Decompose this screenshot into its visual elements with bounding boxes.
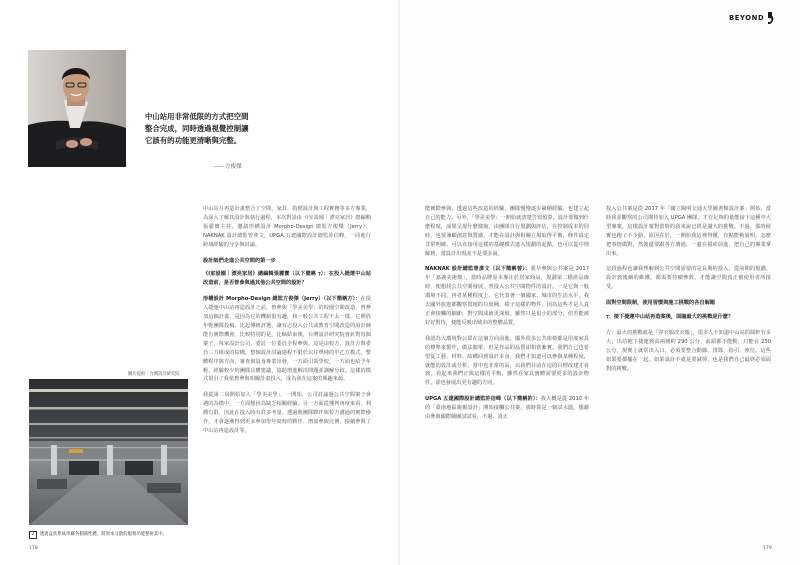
answer-text: 我早參與公共案是 2017 年「嘉義美術館」，當時品牌原本專注於居家商品，規劃第二檔產品線時，便想找公共空間發展，曾投入公共空間物件的設計。一是它與一般環境不同，再者某種程度上，它代表著一個國家、城市的生活水平，我去國外旅遊都觀察當地的垃圾桶、椅子這樣的物件，因為這些才是人真正會接觸的細節，對空間成就更深刻。雖然只是很小的部分，但若能被好好對待，便能反映出城市的整體品質。 xyxy=(425,266,589,326)
pull-quote xyxy=(145,111,271,147)
body-paragraph: 這段過程也讓我理解到公共空間需要的是長期的投入，從前期的規劃、設計到後續的維護，都需要持續參與，才能讓空間真正被使用者所接受。 xyxy=(606,266,771,291)
right-page xyxy=(400,0,800,565)
interview-answer xyxy=(203,295,371,384)
intro-paragraph: 中山站月再造計畫整合了空間、家具、指標設計與工程實務等多方專業，為深入了解其設計與執行過程，本次對話由《i室設圈｜漂亮家居》總編輯張麗寶主持，邀請形構設計 Morpho-Design 總監方俊傑（Jerry）、NAKNAK 設計總監曾彥文、UPGA 五建國際設計總監許信峰，一同進行跨域經驗的分享與討論。 xyxy=(203,206,371,248)
quote-line: 中山站用非常低限的方式把空間 xyxy=(145,112,249,121)
answer-text: 在投入捷運中山站再造設計之前，曾參與「學美美學」的校園空間改造，曾參加這個計畫，是因為它的機制很有趣，和一般公共工程不太一樣，它開放年輕團隊投稿。比起傳統評選，讓有志投入公共或教育空間改造的設計師能有實際機會。比較特別的是，比稿結束後，台灣設計研究院會針對每個案子，每家設計公司，委託一位委員全程參與。這是由校方、設計方與委員三方組成的結構，整個設計討論過程不限於以往單純的甲乙方模式，整體程序與方向，審查與設身專業出發，一方面引領學校，一方面也給予年輕、經驗較少的團隊具體建議，協助增進解決問題並調解分歧。這樣的模式很引了我依舊參與相關計畫投入，成為我在這案的興趣來源。 xyxy=(203,296,371,383)
section-heading: 設計師們走進公共空間的第一步 xyxy=(203,257,276,264)
designer-portrait xyxy=(28,50,126,167)
interview-answer xyxy=(425,395,589,422)
magazine-section-label: BEYOND xyxy=(729,14,765,22)
speaker-label: UPGA 五建國際設計總監許信峰（以下簡稱許）： xyxy=(425,396,541,403)
quote-line: 它該有的功能更清晰與完整。 xyxy=(145,136,242,145)
body-paragraph: 我從第二屆開始加入「學美美學」，一開始，公司討論過公共空間案子會遇的為模中，一方面想因為缺乏相關經驗，另一方面從懂判角度來看，利潤有限，因此在投入時有許多考量。透過與團隊夥伴與校方溝通的實際操作，才會逐漸得到更多參加學年度時的夥伴、增加參與比例，接續參與了中山站再造設計等。 xyxy=(203,392,371,434)
quote-line: 整合完成，同時透過視覺控制讓 xyxy=(145,124,249,133)
speaker-label: 形構設計 Morpho-Design 總監方俊傑（Jerry）（以下簡稱方）： xyxy=(203,296,361,303)
page-number-right: 179 xyxy=(763,546,772,551)
article-column-1 xyxy=(203,205,371,540)
article-column-3 xyxy=(606,205,771,540)
page-number-left: 178 xyxy=(29,546,38,551)
quote-attribution: ——方俊傑 xyxy=(214,164,242,170)
caption-text: 透過盒狀系統串聯各個商性體，將原本分散的服務功能整併其中。 xyxy=(39,532,168,537)
speaker-label: NAKNAK 設計總監曾彥文（以下簡稱曾）： xyxy=(425,266,531,273)
station-photo xyxy=(29,379,188,525)
brand-logo-icon xyxy=(766,11,775,25)
station-interior-image xyxy=(29,379,188,525)
photo-credit: 圖片提供｜台灣設計研究院 xyxy=(128,372,180,377)
photo-caption xyxy=(29,531,189,539)
body-paragraph: 我認為大環境對公眾在這個方向前進，國外很多公共座椅都是用度家具的標準來製作，做法簡單，但是作品的品質卻相當紮實。我們自己也希望從工藝、材料、結構回到設計本身，我們才知道可以參與某種程度，就能的設計或分析，當中也非常的高，以我們目前在這的目標改建才看到，看起來我們正與這樣的平衡，雖然在家具實體需要更多的設計物件，卻也發展出更有趣的方向。 xyxy=(425,335,589,387)
interview-answer: 方：最大的挑戰就是「穿衣服改衣服」，很多人不知道中山站的隊軒有多大，出站地下捷運到高兩層約 290 公分，前頭都不能動，只能在 230 公分，現實上就常出入口，必須要整合動線、排隊、指引、座位。這些如果要都擺在一起。如果設計不就是要減掉，也是我們自己最終必須面對的挑戰。 xyxy=(606,329,771,372)
article-column-2 xyxy=(425,205,589,540)
caption-number: 2 xyxy=(29,531,37,539)
interview-question: ⁊：接下捷運中山站再造案後，面臨最大的挑戰是什麼？ xyxy=(606,314,734,321)
portrait-photo xyxy=(28,50,126,167)
answer-text: 我大概是從 2010 年的「臺南地區親親設計」開始接觸公共案，那時算是一個試水溫，想藉由參與國際競圖試試看，不過，真正 xyxy=(425,396,589,421)
section-heading: 面對空間限制，使用習慣與施工挑戰的各自解題 xyxy=(606,300,715,307)
body-paragraph: 投入公共案是從 2017 年「國立陽明交通大學圖書館設計案」開始，當時我並觀察的公司期待加入 UPGA 團隊，才有足夠的量能接下這種中大型專案，這樣設計案對當時的我來說已經是滿大的挑戰。不過，那時候實也跑了不少路，原因在於，一開始我這裡得懂，有點能夠說明，怎麼把事情做對，然後還要跟各方溝通，一邊在摸索前進，把自己的專業拿出來。 xyxy=(606,206,771,257)
interview-question: 《i室設圈｜漂亮家居》總編輯張麗寶（以下簡稱 ⁊）：在投入捷運中山站改造前，是否曾參與過其他公共空間的設計？ xyxy=(203,271,371,287)
interview-answer xyxy=(425,265,589,327)
body-paragraph: 能實際參與，透過這些改造的經驗，團隊慢慢逐步累積經驗，也建立起自己的能力。另外，「學美美學」一開始就清楚告知預算，設計要做到什麼程度，成果呈現什麼樣貌，由團隊自行規劃與評估，在控制成本的同時，也要兼顧創意與質感，才能在設計與相關立場取得平衡，條件設定非常明確。可以直接用這樣的基礎模式進入規劃的起點，也可以從中理解到，當設計出現並不是要多說。 xyxy=(425,206,589,257)
